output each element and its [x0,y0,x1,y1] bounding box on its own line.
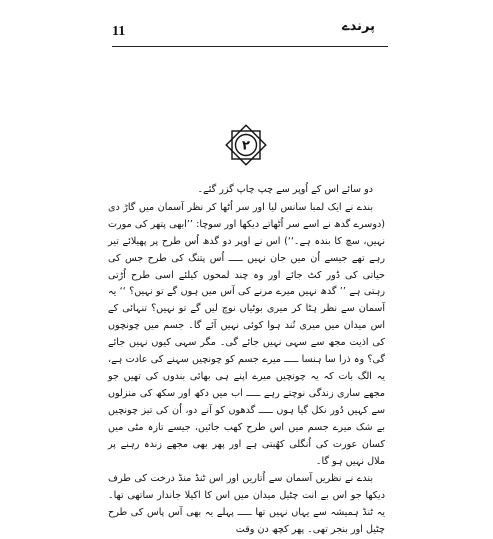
paragraph-2: بندے نے ایک لمبا سانس لیا اور سر اُٹھا کر نظر آسمان میں گاڑ دی (دوسرے گدھ نے اسے سر اُٹھاتے دیکھا اور سوچا: ’’ابھی پتھر کی مورت نہیں، سچ کا بندہ ہے۔‘‘) اس نے اوپر دو گدھ اُس طرح پر پھیلائے تیر رہے تھے جیسے اُن میں جان نہیں ـــــ اُس پتنگ کی طرح جس کی حیاتی کی ڈور کٹ جائے اور وہ چند لمحوں کیلئے اسی طرح اُڑتی رہتی ہے ’’ گدھ نہیں میرے مرنے کی آس میں ہوں گے تو نہیں؟ ‘‘ یہ آسمان سے نظر ہٹا کر میری بوٹیاں نوچ لیں گے تو نہیں؟ تنہائی کے اس میدان میں میری تُند ہوا کوئی نہیں آئے گا۔ جسم میں چونچوں کی اذیت مجھ سے سہی نہیں جائے گی۔ مگر سہی کیوں نہیں جائے گی؟ وہ ذرا سا ہنسا ـــــ میرے جسم کو چونچیں سہنے کی عادت ہے، یہ الگ بات کہ یہ چونچیں میرے اپنے ہی بھائی بندوں کی تھیں جو مجھے ساری زندگی نوچتے رہے ـــــ اب میں دکھ اور سکھ کی منزلوں سے کہیں دُور نکل گیا ہوں ـــــ گدھوں کو آنے دو، اُن کی تیز چونچیں بے شک میرے جسم میں اس طرح کھب جائیں، جیسے تازہ مٹی میں کسان عورت کی اُنگلی کھُبتی ہے اور پھر بھی مجھے زندہ رہنے پر ملال نہیں ہو گا۔ [108,201,385,467]
body-text [108,182,385,539]
header-rule [112,46,388,47]
paragraph-3: بندے نے نظریں آسمان سے اُتاریں اور اس ٹنڈ منڈ درخت کی طرف دیکھا جو اس بے انت چٹیل میدان میں اس کا اکیلا جاندار ساتھی تھا۔ یہ ٹنڈ ہمیشہ سے یہاں نہیں تھا ـــــ پہلے یہ بھی آس پاس کی طرح چٹیل اور بنجر تھی۔ پھر کچھ دن وقت [108,473,385,536]
paragraph-1: دو سائے اس کے اُوپر سے چپ چاپ گزر گئے۔ [197,184,373,195]
chapter-ornament [224,123,268,167]
running-head: پرندے [342,19,375,34]
page-number: 11 [112,24,126,39]
chapter-number: ۲ [242,138,250,154]
